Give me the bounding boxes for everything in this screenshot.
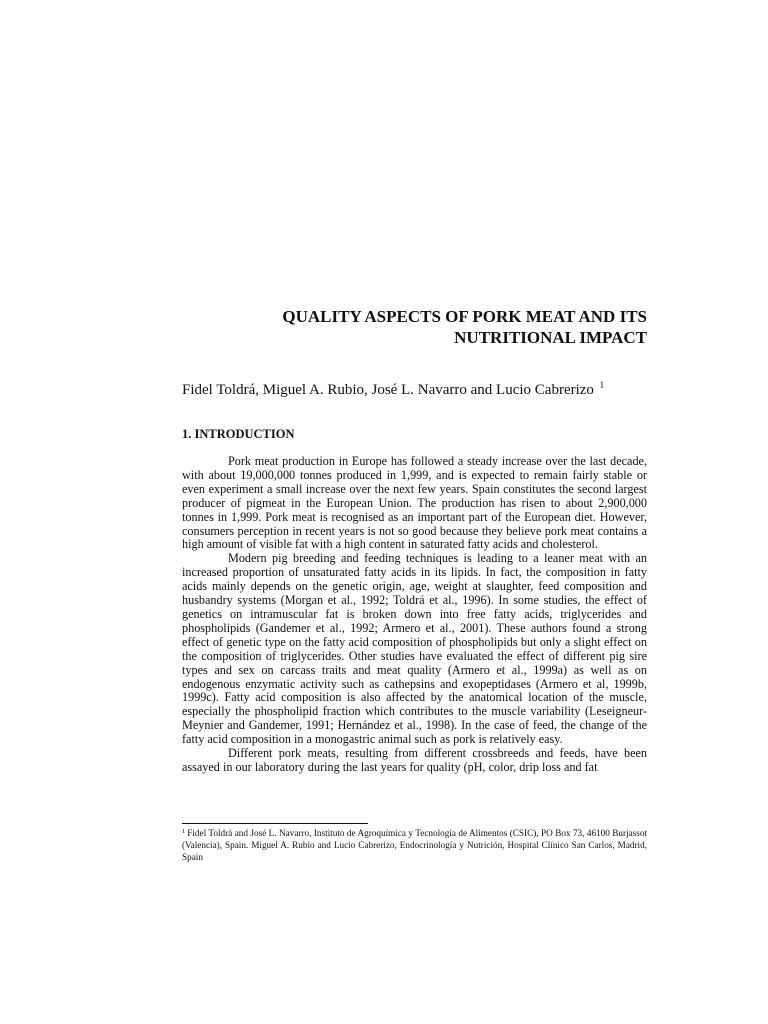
- body-text: [182, 455, 647, 775]
- section-heading: 1. INTRODUCTION: [182, 427, 295, 441]
- footnote-marker: 1: [182, 828, 186, 835]
- footnote-separator: [182, 823, 368, 824]
- body-paragraph-2: Modern pig breeding and feeding techniques is leading to a leaner meat with an increased proportion of unsaturated fatty acids in its lipids. In fact, the composition in fatty acids mainly depends on the genetic origin, age, weight at slaughter, feed composition and husbandry systems (Morgan et al., 1992; Toldrá et al., 1996). In some studies, the effect of genetics on intramuscular fat is broken down into free fatty acids, triglycerides and phospholipids (Gandemer et al., 1992; Armero et al., 2001). These authors found a strong effect of genetic type on the fatty acid composition of phospholipids but only a slight effect on the composition of triglycerides. Other studies have evaluated the effect of different pig sire types and sex on carcass traits and meat quality (Armero et al., 1999a) as well as on endogenous enzymatic activity such as cathepsins and exopeptidases (Armero et al, 1999b, 1999c). Fatty acid composition is also affected by the anatomical location of the muscle, especially the phospholipid fraction which contributes to the muscle variability (Leseigneur-Meynier and Gandemer, 1991; Hernández et al., 1998). In the case of feed, the change of the fatty acid composition in a monogastric animal such as pork is relatively easy.: [182, 551, 647, 747]
- paper-title: [182, 306, 647, 348]
- body-paragraph-1: Pork meat production in Europe has followed a steady increase over the last decade, with about 19,000,000 tonnes produced in 1,999, and is expected to remain fairly stable or even experiment a small increase over the next few years. Spain constitutes the second largest producer of pigmeat in the European Union. The production has risen to about 2,900,000 tonnes in 1,999. Pork meat is recognised as an important part of the European diet. However, consumers perception in recent years is not so good because they believe pork meat contains a high amount of visible fat with a high content in saturated fatty acids and cholesterol.: [182, 454, 647, 552]
- paper-title-line-1: QUALITY ASPECTS OF PORK MEAT AND ITS: [282, 307, 647, 326]
- footnote: [182, 827, 647, 863]
- document-page: [182, 0, 647, 1024]
- author-names: Fidel Toldrá, Miguel A. Rubio, José L. Navarro and Lucio Cabrerizo: [182, 382, 594, 398]
- author-line: [182, 381, 604, 399]
- body-paragraph-3: Different pork meats, resulting from different crossbreeds and feeds, have been assayed in our laboratory during the last years for quality (pH, color, drip loss and fat: [182, 746, 647, 774]
- author-footnote-marker: 1: [599, 380, 605, 390]
- footnote-text: Fidel Toldrá and José L. Navarro, Instituto de Agroquímica y Tecnología de Alimentos (CSIC), PO Box 73, 46100 Burjassot (Valencia), Spain. Miguel A. Rubio and Lucio Cabrerizo, Endocrinología y Nutrición, Hospital Clínico San Carlos, Madrid, Spain: [182, 828, 647, 862]
- paper-title-line-2: NUTRITIONAL IMPACT: [454, 328, 647, 347]
